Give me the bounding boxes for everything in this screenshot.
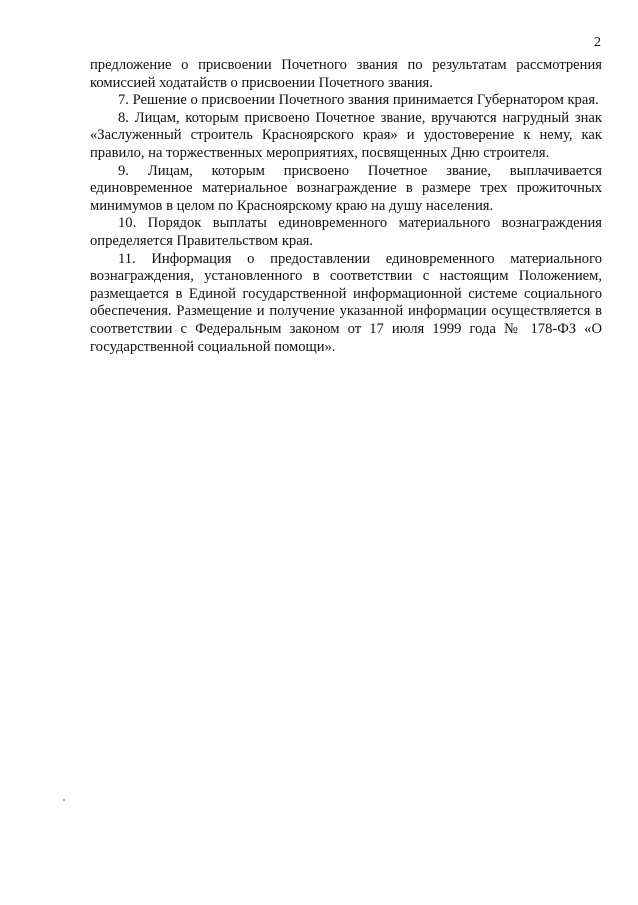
paragraph-item-9: 9. Лицам, которым присвоено Почетное звание, выплачивается единовременное материальное вознаграждение в размере трех прожиточных минимумов в целом по Красноярскому краю на душу населения. [90, 162, 602, 214]
scan-artifact-dot [63, 799, 65, 801]
paragraph-item-10: 10. Порядок выплаты единовременного материального вознаграждения определяется Правительством края. [90, 215, 602, 249]
paragraph-item-7: 7. Решение о присвоении Почетного звания принимается Губернатором края. [118, 92, 599, 109]
document-body [90, 57, 602, 356]
paragraph-continuation: предложение о присвоении Почетного звания по результатам рассмотрения комиссией ходатайств о присвоении Почетного звания. [90, 57, 602, 91]
paragraph-item-11: 11. Информация о предоставлении единовременного материального вознаграждения, установленного в соответствии с настоящим Положением, размещается в Единой государственной информационной системе социального обеспечения. Размещение и получение указанной информации осуществляется в соответствии с Федеральным законом от 17 июля 1999 года № 178-ФЗ «О государственной социальной помощи». [90, 250, 602, 355]
page-number: 2 [594, 35, 601, 50]
paragraph-item-8: 8. Лицам, которым присвоено Почетное звание, вручаются нагрудный знак «Заслуженный строитель Красноярского края» и удостоверение к нему, как правило, на торжественных мероприятиях, посвященных Дню строителя. [90, 109, 602, 161]
